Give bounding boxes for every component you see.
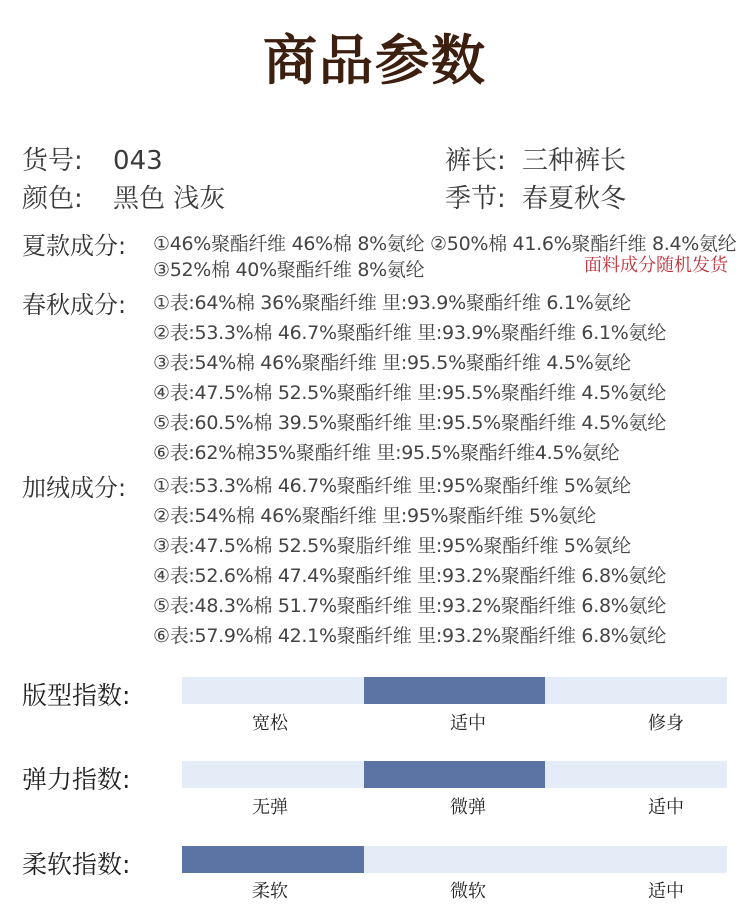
- fleece-composition-line: ⑥表:57.9%棉 42.1%聚酯纤维 里:93.2%聚酯纤维 6.8%氨纶: [153, 625, 666, 647]
- fit-option-label: 修身: [648, 713, 684, 734]
- elasticity-option-label: 无弹: [252, 797, 288, 818]
- summer-composition-label: 夏款成分:: [22, 232, 127, 260]
- spring-autumn-composition-line: ③表:54%棉 46%聚酯纤维 里:95.5%聚酯纤维 4.5%氨纶: [153, 352, 631, 374]
- fit-index-label: 版型指数:: [22, 681, 131, 710]
- softness-segment-slightly-soft: [364, 846, 546, 873]
- softness-option-label: 微软: [450, 881, 486, 902]
- season-row: [445, 178, 626, 215]
- fabric-note: 面料成分随机发货: [584, 255, 728, 276]
- elasticity-option-label: 适中: [648, 797, 684, 818]
- color-row: [22, 178, 225, 215]
- elasticity-segment-slight: [364, 761, 546, 788]
- elasticity-index-bar: [182, 761, 727, 788]
- spring-autumn-composition-label: 春秋成分:: [22, 291, 127, 319]
- softness-index-label: 柔软指数:: [22, 850, 131, 879]
- softness-segment-moderate: [545, 846, 727, 873]
- fleece-composition-line: ④表:52.6%棉 47.4%聚酯纤维 里:93.2%聚酯纤维 6.8%氨纶: [153, 565, 666, 587]
- spring-autumn-composition-line: ⑥表:62%棉35%聚酯纤维 里:95.5%聚酯纤维4.5%氨纶: [153, 442, 620, 464]
- fleece-composition-line: ①表:53.3%棉 46.7%聚酯纤维 里:95%聚酯纤维 5%氨纶: [153, 475, 631, 497]
- pants-length-label: 裤长:: [445, 146, 506, 176]
- item-number-value: 043: [113, 146, 163, 176]
- color-value: 黑色 浅灰: [113, 184, 226, 214]
- pants-length-row: [445, 140, 626, 177]
- spring-autumn-composition-line: ④表:47.5%棉 52.5%聚酯纤维 里:95.5%聚酯纤维 4.5%氨纶: [153, 382, 666, 404]
- fit-option-label: 适中: [450, 713, 486, 734]
- pants-length-value: 三种裤长: [522, 146, 627, 176]
- fit-segment-slim: [545, 677, 727, 704]
- spring-autumn-composition-line: ②表:53.3%棉 46.7%聚酯纤维 里:93.9%聚酯纤维 6.1%氨纶: [153, 322, 666, 344]
- season-label: 季节:: [445, 184, 506, 214]
- fit-index-bar: [182, 677, 727, 704]
- fit-segment-loose: [182, 677, 364, 704]
- fleece-composition-label: 加绒成分:: [22, 474, 127, 502]
- color-label: 颜色:: [22, 184, 83, 214]
- spring-autumn-composition-line: ⑤表:60.5%棉 39.5%聚酯纤维 里:95.5%聚酯纤维 4.5%氨纶: [153, 412, 666, 434]
- season-value: 春夏秋冬: [522, 184, 627, 214]
- elasticity-index-label: 弹力指数:: [22, 765, 131, 794]
- softness-segment-soft: [182, 846, 364, 873]
- item-number-label: 货号:: [22, 146, 83, 176]
- fleece-composition-line: ③表:47.5%棉 52.5%聚脂纤维 里:95%聚酯纤维 5%氨纶: [153, 535, 631, 557]
- softness-option-label: 柔软: [252, 881, 288, 902]
- page-title: 商品参数: [263, 29, 487, 92]
- elasticity-segment-none: [182, 761, 364, 788]
- elasticity-segment-moderate: [545, 761, 727, 788]
- summer-composition-line: ①46%聚酯纤维 46%棉 8%氨纶 ②50%棉 41.6%聚酯纤维 8.4%氨纶: [153, 233, 737, 255]
- fit-option-label: 宽松: [252, 713, 288, 734]
- softness-option-label: 适中: [648, 881, 684, 902]
- fit-segment-regular: [364, 677, 546, 704]
- item-number-row: [22, 140, 163, 177]
- softness-index-bar: [182, 846, 727, 873]
- fleece-composition-line: ⑤表:48.3%棉 51.7%聚酯纤维 里:93.2%聚酯纤维 6.8%氨纶: [153, 595, 666, 617]
- summer-composition-line: ③52%棉 40%聚酯纤维 8%氨纶: [153, 259, 425, 281]
- elasticity-option-label: 微弹: [450, 797, 486, 818]
- spring-autumn-composition-line: ①表:64%棉 36%聚酯纤维 里:93.9%聚酯纤维 6.1%氨纶: [153, 292, 631, 314]
- fleece-composition-line: ②表:54%棉 46%聚酯纤维 里:95%聚酯纤维 5%氨纶: [153, 505, 596, 527]
